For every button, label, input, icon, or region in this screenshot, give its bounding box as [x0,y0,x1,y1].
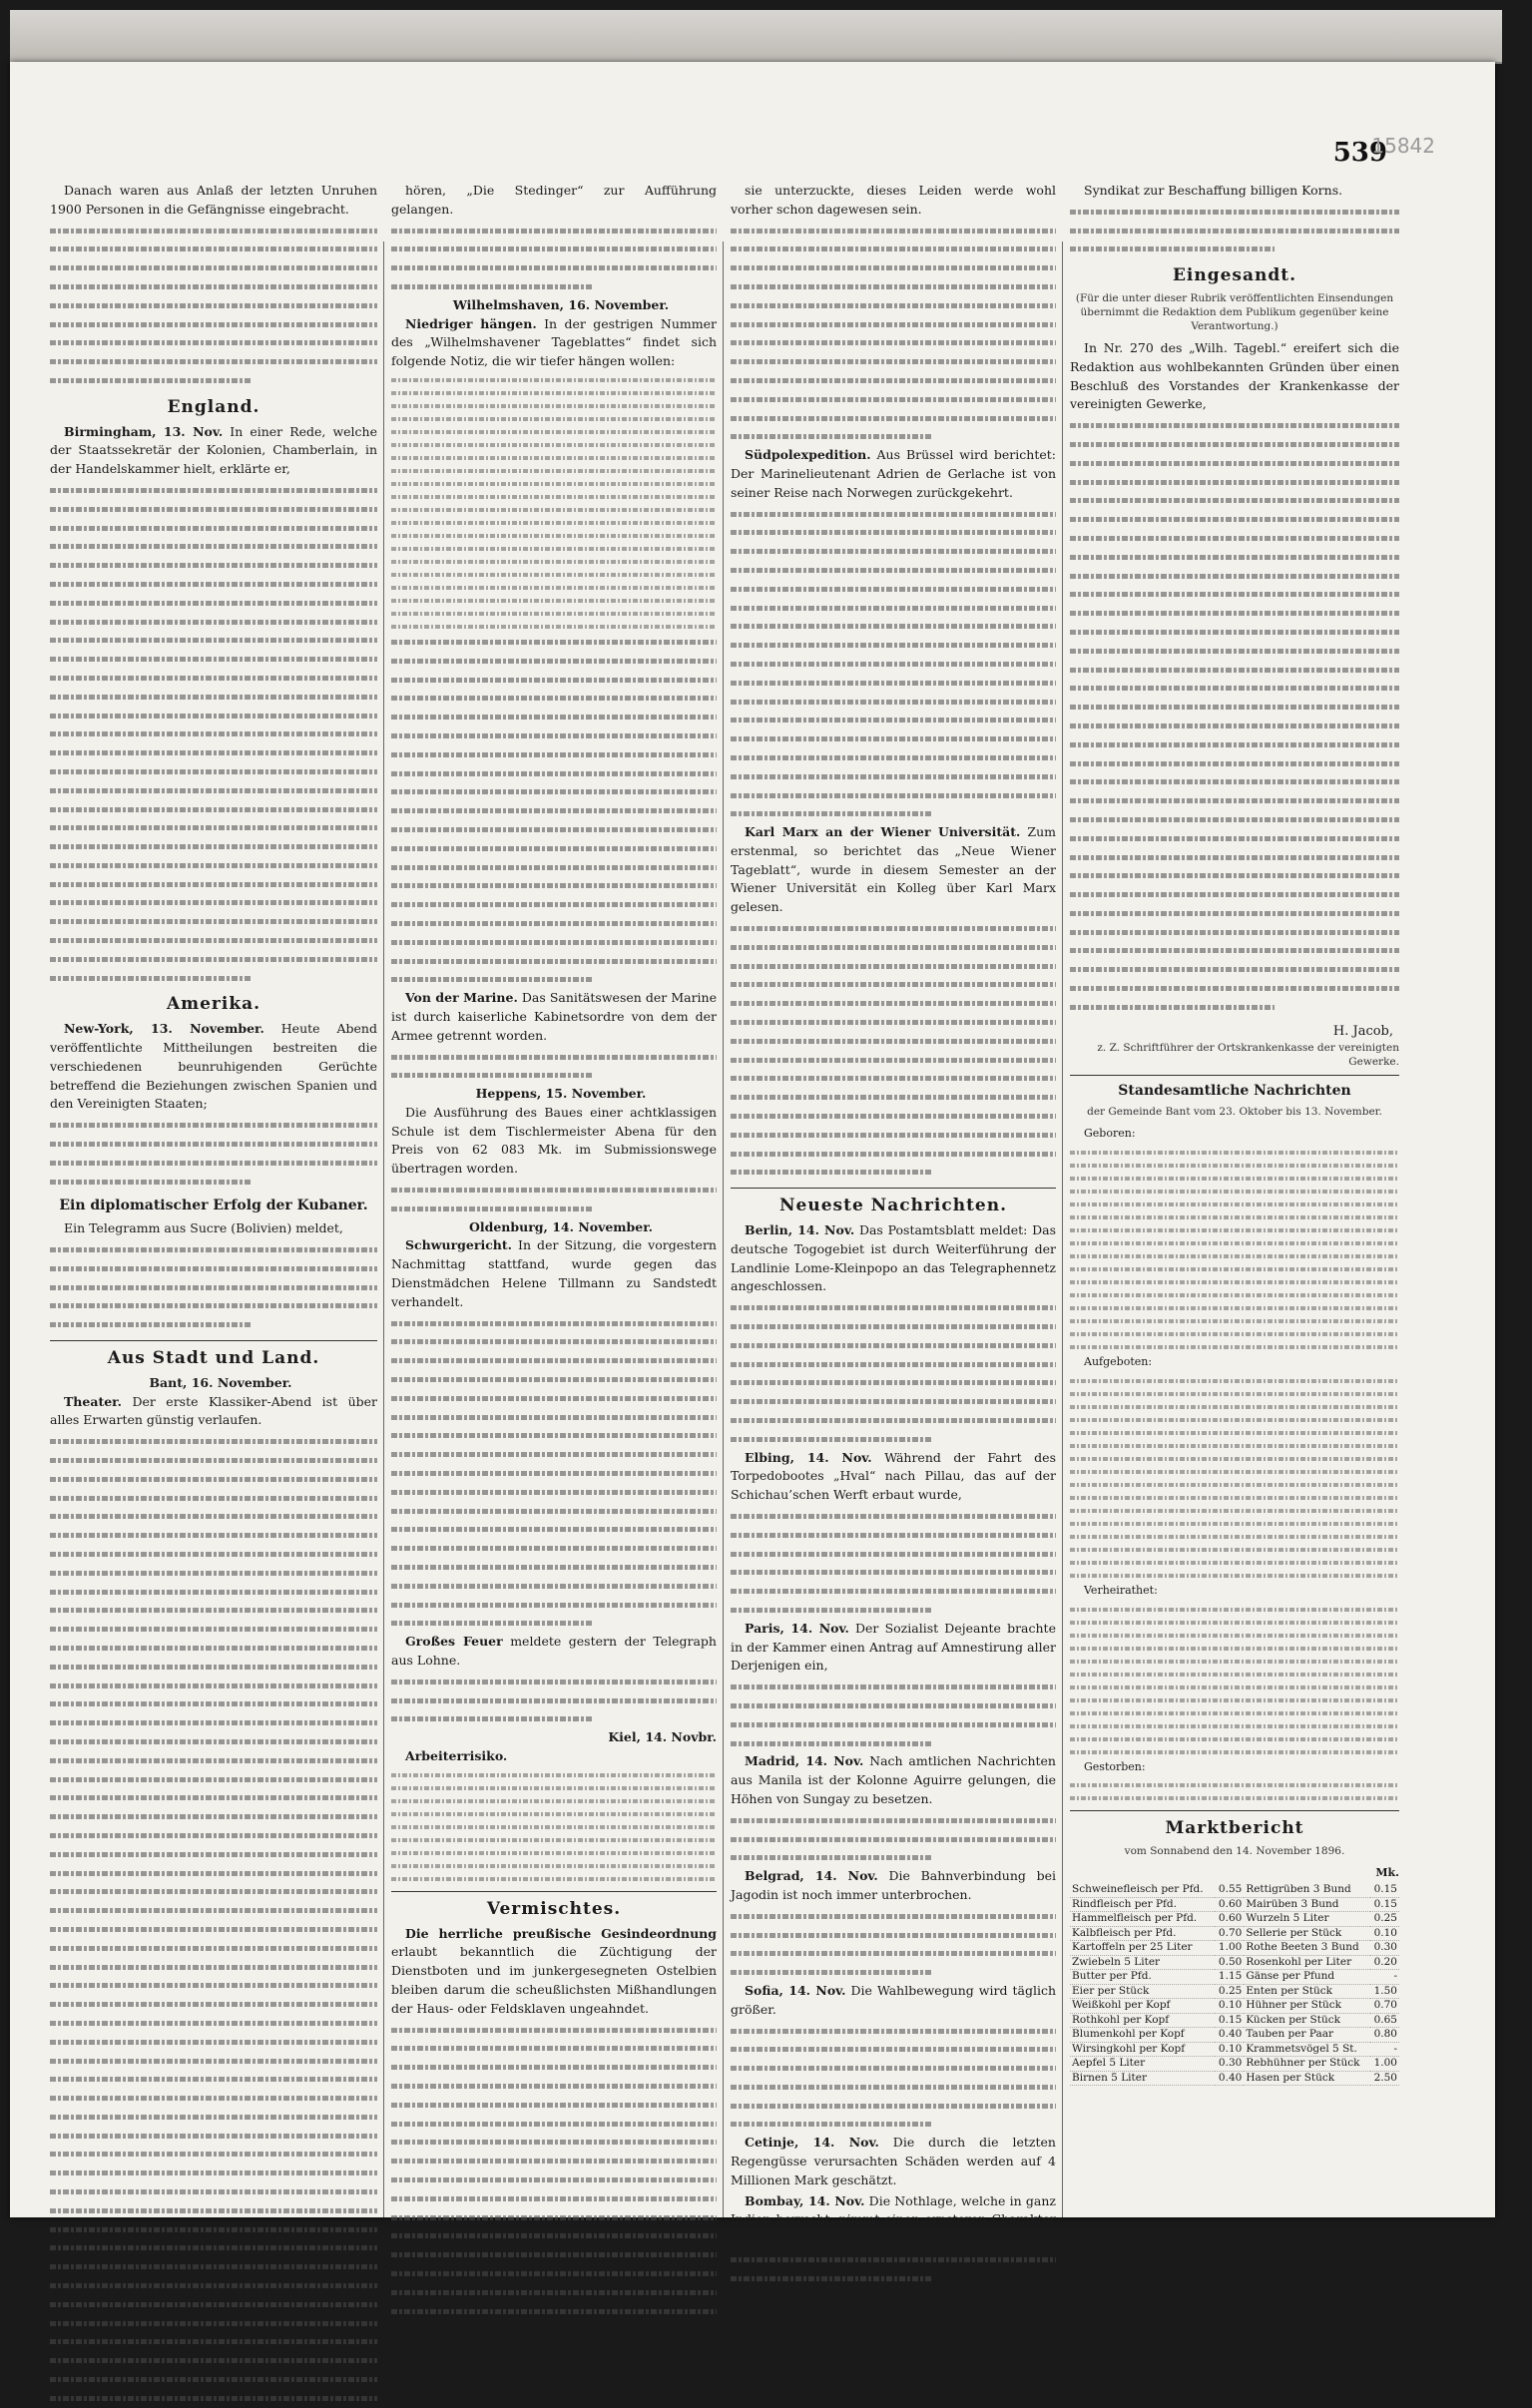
market-price: 0.50 [1215,1955,1244,1970]
heading-kubaner: Ein diplomatischer Erfolg der Kubaner. [59,1198,368,1214]
article-text: Während der Fahrt des Torpedobootes „Hval“ nach Pillau, das auf der Schichau’schen Werft erbaut wurde, [731,1449,1056,1503]
market-price: 0.10 [1370,1926,1399,1941]
market-item: Sellerie per Stück [1244,1926,1369,1941]
article-cetinje [731,2134,1056,2189]
archive-stamp-number: 15842 [1371,134,1435,158]
market-item: Schweinefleisch per Pfd. [1070,1883,1215,1897]
article-text: Die Bahnverbindung bei Jagodin ist noch immer unterbrochen. [731,1868,1056,1902]
market-price: 0.30 [1370,1941,1399,1956]
article-text: Heute Abend veröffentlichte Mittheilungen bestreiten die verschiedenen beunruhigenden Gerüchte betreffend die Beziehungen zwischen Spanien und den Vereinigten Staaten; [50,1021,377,1112]
article-gesindeordnung [391,1925,717,2019]
section-heading-stadt-und-land: Aus Stadt und Land. [107,1348,320,1369]
article-newyork [50,1020,377,1114]
article-madrid [731,1752,1056,1808]
column-2 [391,182,717,2197]
market-row [1070,2057,1399,2072]
article-lead: Die herrliche preußische Gesindeordnung [405,1925,717,1941]
market-price: 0.30 [1215,2057,1244,2072]
article-text: erlaubt bekanntlich die Züchtigung der Dienstboten und im junkergesegneten Ostelbien bleiben darum die scheußlichsten Mißhandlungen der Haus- oder Feldsklaven ungeahndet. [391,1944,717,2016]
market-price: 0.70 [1370,1999,1399,2014]
market-row [1070,2042,1399,2057]
article-lead: Südpolexpedition. [745,447,871,463]
market-price: 0.55 [1215,1883,1244,1897]
article-text: Die Nothlage, welche in ganz Indien herrscht, nimmt einen ernsteren Charakter an; die Kornpreise steigen weiter. [731,2192,1056,2246]
article-sofia [731,1982,1056,2020]
column-4 [1070,182,1399,2197]
article-marx [731,823,1056,917]
market-price: 0.10 [1215,1999,1244,2014]
market-price: 0.40 [1215,2071,1244,2086]
article-paris [731,1620,1056,1676]
market-item: Aepfel 5 Liter [1070,2057,1215,2072]
article-text: meldete gestern der Telegraph aus Lohne. [391,1634,717,1668]
market-row [1070,2071,1399,2086]
article-feuer [391,1633,717,1671]
dateline: Birmingham, 13. Nov. [64,423,224,439]
market-item: Krammetsvögel 5 St. [1244,2042,1369,2057]
article-lead: Schwurgericht. [405,1237,513,1253]
article-text: In der gestrigen Nummer des „Wilhelmshavener Tageblattes“ findet sich folgende Notiz, die wir tiefer hängen wollen: [391,315,717,369]
article-lead: Von der Marine. [405,990,518,1006]
article-kubaner: Ein Telegramm aus Sucre (Bolivien) meldet, [64,1220,343,1236]
market-price: 0.60 [1215,1912,1244,1927]
market-item: Rothkohl per Kopf [1070,2013,1215,2028]
section-heading-vermischtes: Vermischtes. [486,1898,622,1919]
market-price: 0.15 [1215,2013,1244,2028]
market-item: Kalbfleisch per Pfd. [1070,1926,1215,1941]
market-item: Mairüben 3 Bund [1244,1897,1369,1912]
market-item: Blumenkohl per Kopf [1070,2028,1215,2043]
section-divider [50,1340,377,1341]
article-suedpol [731,446,1056,502]
article-niedriger [391,315,717,371]
dateline-wilhelmshaven: Wilhelmshaven, 16. November. [452,296,670,312]
article-text: Der Sozialist Dejeante brachte in der Kammer einen Antrag auf Amnestirung aller Derjenigen ein, [731,1620,1056,1674]
section-heading-eingesandt: Eingesandt. [1172,265,1297,286]
marriages-label: Verheirathet: [1084,1583,1158,1597]
market-price: 0.60 [1215,1897,1244,1912]
newspaper-page [10,62,1495,2246]
editorial-disclaimer: (Für die unter dieser Rubrik veröffentlichten Einsendungen übernimmt die Redaktion dem Publikum gegenüber keine Verantwortung.) [1075,291,1394,332]
market-price: 0.40 [1215,2028,1244,2043]
article-lead: Großes Feuer [405,1634,503,1650]
market-row [1070,1941,1399,1956]
market-price: 1.15 [1215,1970,1244,1985]
article-lead: Karl Marx an der Wiener Universität. [745,824,1021,840]
market-unit: Mk. [1375,1866,1399,1880]
market-row [1070,1883,1399,1897]
deaths-label: Gestorben: [1084,1759,1146,1773]
market-item: Birnen 5 Liter [1070,2071,1215,2086]
market-item: Rothe Beeten 3 Bund [1244,1941,1369,1956]
market-row [1070,1897,1399,1912]
market-item: Wirsingkohl per Kopf [1070,2042,1215,2057]
market-price: 0.15 [1370,1883,1399,1897]
market-item: Hammelfleisch per Pfd. [1070,1912,1215,1927]
market-date: vom Sonnabend den 14. November 1896. [1124,1845,1345,1858]
market-row [1070,1984,1399,1999]
market-price: 1.00 [1370,2057,1399,2072]
market-item: Zwiebeln 5 Liter [1070,1955,1215,1970]
article-birmingham [50,423,377,479]
article-theater [50,1393,377,1431]
scanner-top-bar [10,10,1502,64]
market-price: 0.65 [1370,2013,1399,2028]
market-item: Rettigrüben 3 Bund [1244,1883,1369,1897]
market-price: - [1370,2042,1399,2057]
dateline-bant: Bant, 16. November. [149,1374,292,1390]
article-text: Aus Brüssel wird berichtet: Der Marinelieutenant Adrien de Gerlache ist von seiner Reise nach Norwegen zurückgekehrt. [731,447,1056,500]
article-text: In einer Rede, welche der Staatssekretär der Kolonien, Chamberlain, in der Handelskammer hielt, erklärte er, [50,423,377,477]
article-schwurgericht [391,1236,717,1311]
column-rule [723,241,724,2217]
article-text: Nach amtlichen Nachrichten aus Manila ist der Kolonne Aguirre gelungen, die Höhen von Sungay zu besetzen. [731,1753,1056,1806]
market-price: 2.50 [1370,2071,1399,2086]
article-continuation: Danach waren aus Anlaß der letzten Unruhen 1900 Personen in die Gefängnisse eingebracht. [50,183,377,217]
section-heading-neueste: Neueste Nachrichten. [778,1196,1008,1216]
article-heppens: Die Ausführung des Baues einer achtklassigen Schule ist dem Tischlermeister Abena für den Preis von 62 083 Mk. im Submissionswege übertragen worden. [391,1104,717,1177]
section-divider [1070,1810,1399,1811]
market-item: Wurzeln 5 Liter [1244,1912,1369,1927]
market-row [1070,2028,1399,2043]
market-price: 0.10 [1215,2042,1244,2057]
article-text: Zum erstenmal, so berichtet das „Neue Wiener Tageblatt“, wurde in diesem Semester an der Wiener Universität ein Kolleg über Karl Marx gelesen. [731,824,1057,915]
article-belgrad [731,1867,1056,1905]
market-item: Hasen per Stück [1244,2071,1369,2086]
dateline: Paris, 14. Nov. [745,1620,849,1636]
letter-to-editor: In Nr. 270 des „Wilh. Tagebl.“ ereifert sich die Redaktion aus wohlbekannten Gründen über einen Beschluß des Vorstandes der Krankenkasse der vereinigten Gewerke, [1070,339,1399,412]
section-divider [1070,1075,1399,1076]
dateline: Cetinje, 14. Nov. [745,2135,879,2151]
dateline: Belgrad, 14. Nov. [745,1868,878,1884]
market-item: Tauben per Paar [1244,2028,1369,2043]
dateline: Madrid, 14. Nov. [745,1753,864,1769]
letter-signature-role: z. Z. Schriftführer der Ortskrankenkasse der vereinigten Gewerke. [1097,1042,1399,1069]
article-continuation: hören, „Die Stedinger“ zur Aufführung gelangen. [391,183,717,217]
section-divider [391,1891,717,1892]
section-heading-standesamt: Standesamtliche Nachrichten [1118,1083,1351,1100]
market-price: 0.25 [1370,1912,1399,1927]
market-price: 1.50 [1370,1984,1399,1999]
column-rule [1062,241,1063,2217]
market-price: 0.20 [1370,1955,1399,1970]
dateline: Bombay, 14. Nov. [745,2192,865,2208]
article-lead: Niedriger hängen. [405,315,537,331]
article-continuation: sie unterzuckte, dieses Leiden werde wohl vorher schon dagewesen sein. [731,183,1056,217]
section-heading-marktbericht: Marktbericht [1165,1818,1304,1839]
market-row [1070,1999,1399,2014]
article-text: Der erste Klassiker-Abend ist über alles Erwarten günstig verlaufen. [50,1393,377,1428]
article-berlin [731,1221,1056,1296]
market-item: Hühner per Stück [1244,1999,1369,2014]
market-item: Enten per Stück [1244,1984,1369,1999]
standesamt-period: der Gemeinde Bant vom 23. Oktober bis 13. November. [1087,1106,1382,1119]
article-marine [391,989,717,1045]
dateline: Elbing, 14. Nov. [745,1449,872,1465]
article-arbeiterrisiko [391,1747,717,1766]
section-heading-amerika: Amerika. [166,994,261,1015]
article-bombay [731,2192,1056,2248]
article-text: Das Sanitätswesen der Marine ist durch kaiserliche Kabinetsordre von dem der Armee getrennt worden. [391,990,717,1043]
market-item: Rindfleisch per Pfd. [1070,1897,1215,1912]
banns-label: Aufgeboten: [1084,1355,1153,1369]
market-item: Rebhühner per Stück [1244,2057,1369,2072]
market-price-table [1070,1883,1399,2086]
dateline-oldenburg: Oldenburg, 14. November. [468,1218,654,1234]
market-price: 0.70 [1215,1926,1244,1941]
article-continuation: Syndikat zur Beschaffung billigen Korns. [1084,183,1343,198]
market-price: 0.80 [1370,2028,1399,2043]
market-row [1070,1970,1399,1985]
market-item: Kücken per Stück [1244,2013,1369,2028]
letter-signature-name: H. Jacob, [1332,1023,1393,1039]
dateline-heppens: Heppens, 15. November. [475,1086,647,1102]
market-item: Kartoffeln per 25 Liter [1070,1941,1215,1956]
column-rule [383,241,384,2217]
market-row [1070,2013,1399,2028]
article-text: Die durch die letzten Regengüsse verursachten Schäden werden auf 4 Millionen Mark geschätzt. [731,2135,1056,2187]
market-row [1070,1912,1399,1927]
column-1 [50,182,377,2197]
article-text: Die Wahlbewegung wird täglich größer. [731,1982,1056,2017]
market-item: Rosenkohl per Liter [1244,1955,1369,1970]
section-divider [731,1188,1056,1189]
market-price: - [1370,1970,1399,1985]
market-price: 1.00 [1215,1941,1244,1956]
dateline-kiel: Kiel, 14. Novbr. [608,1729,717,1745]
market-item: Eier per Stück [1070,1984,1215,1999]
page-number: 539 [1332,138,1387,168]
market-item: Weißkohl per Kopf [1070,1999,1215,2014]
column-3 [731,182,1057,2246]
section-heading-england: England. [167,396,260,417]
dateline: Berlin, 14. Nov. [745,1222,855,1238]
market-price: 0.15 [1370,1897,1399,1912]
article-elbing [731,1449,1056,1505]
market-row [1070,1926,1399,1941]
dateline: Sofia, 14. Nov. [745,1982,846,1998]
market-row [1070,1955,1399,1970]
article-lead: Theater. [64,1393,122,1409]
article-lead: Arbeiterrisiko. [405,1747,508,1763]
article-text: Das Postamtsblatt meldet: Das deutsche Togogebiet ist durch Weiterführung der Landlinie Lome-Kleinpopo an das Telegraphennetz angeschlossen. [731,1222,1056,1294]
market-item: Butter per Pfd. [1070,1970,1215,1985]
market-item: Gänse per Pfund [1244,1970,1369,1985]
births-label: Geboren: [1084,1127,1136,1141]
article-text: In der Sitzung, die vorgestern Nachmittag stattfand, wurde gegen das Dienstmädchen Helene Tillmann zu Sandstedt verhandelt. [391,1237,717,1309]
dateline: New-York, 13. November. [64,1021,264,1037]
market-price: 0.25 [1215,1984,1244,1999]
